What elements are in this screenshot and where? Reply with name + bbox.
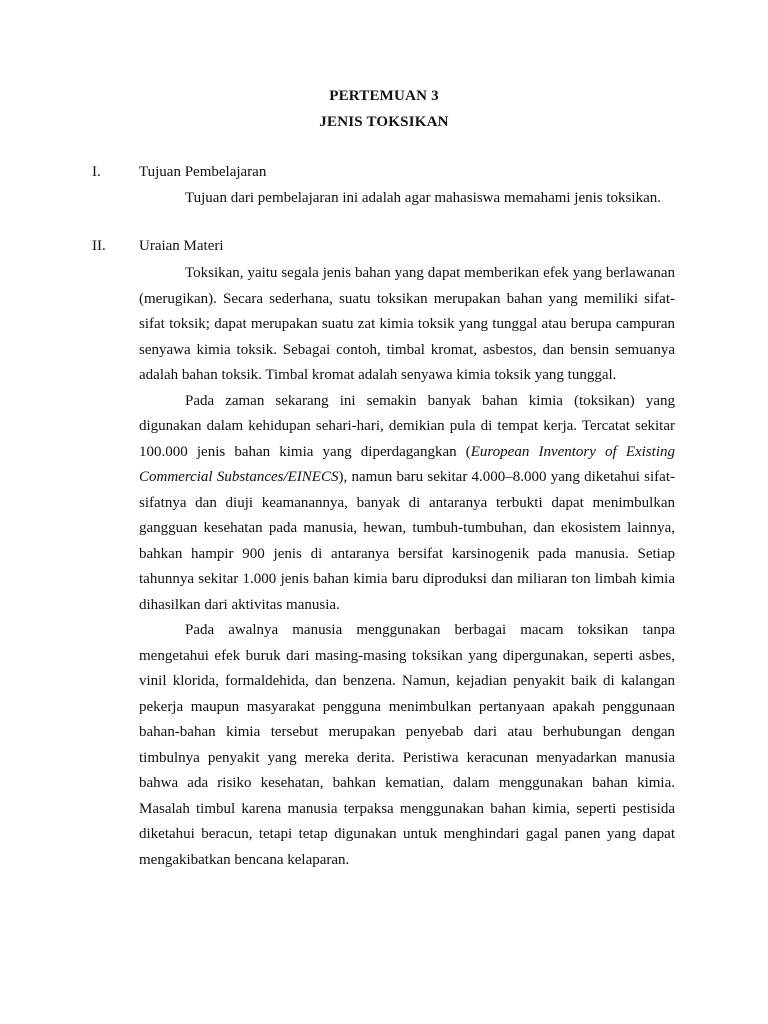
section-2-body	[139, 261, 675, 873]
section-2-number: II.	[92, 238, 106, 254]
paragraph-1-text: Toksikan, yaitu segala jenis bahan yang dapat memberikan efek yang berlawanan (merugikan). Secara sederhana, suatu toksikan merupakan bahan yang memiliki sifat-sifat toksik; dapat merupakan suatu zat kimia toksik yang tunggal atau berupa campuran senyawa kimia toksik. Sebagai contoh, timbal kromat, asbestos, dan bensin semuanya adalah bahan toksik. Timbal kromat adalah senyawa kimia toksik yang tunggal.	[139, 265, 675, 383]
section-1-heading: Tujuan Pembelajaran	[139, 164, 267, 180]
section-1-text: Tujuan dari pembelajaran ini adalah agar mahasiswa memahami jenis toksikan.	[185, 190, 661, 206]
document-title-line2: JENIS TOKSIKAN	[319, 114, 449, 130]
paragraph-1	[139, 261, 675, 389]
paragraph-2	[139, 389, 675, 619]
section-2-heading: Uraian Materi	[139, 238, 224, 254]
paragraph-2-citation: European Inventory of Existing Commercial Substances/EINECS	[139, 443, 675, 485]
section-1-number: I.	[92, 164, 101, 180]
document-title-line1: PERTEMUAN 3	[329, 88, 439, 104]
paragraph-2-text-end: ), namun baru sekitar 4.000–8.000 yang diketahui sifat-sifatnya dan diuji keamanannya, banyak di antaranya terbukti dapat menimbulkan gangguan kesehatan pada manusia, hewan, tumbuh-tumbuhan, dan ekosistem lainnya, bahkan hampir 900 jenis di antaranya bersifat karsinogenik pada manusia. Setiap tahunnya sekitar 1.000 jenis bahan kimia baru diproduksi dan miliaran ton limbah kimia dihasilkan dari aktivitas manusia.	[139, 469, 675, 613]
paragraph-3	[139, 618, 675, 873]
paragraph-2-text-start: Pada zaman sekarang ini semakin banyak bahan kimia (toksikan) yang digunakan dalam kehidupan sehari-hari, demikian pula di tempat kerja. Tercatat sekitar 100.000 jenis bahan kimia yang diperdagangkan (	[139, 392, 675, 460]
paragraph-3-text: Pada awalnya manusia menggunakan berbagai macam toksikan tanpa mengetahui efek buruk dari masing-masing toksikan yang dipergunakan, seperti asbes, vinil klorida, formaldehida, dan benzena. Namun, kejadian penyakit baik di kalangan pekerja maupun masyarakat pengguna menimbulkan pertanyaan apakah penggunaan bahan-bahan kimia tersebut merupakan penyebab dari atau berhubungan dengan timbulnya penyakit yang mereka derita. Peristiwa keracunan menyadarkan manusia bahwa ada risiko kesehatan, bahkan kematian, dalam menggunakan bahan kimia. Masalah timbul karena manusia terpaksa menggunakan bahan kimia, seperti pestisida diketahui beracun, tetapi tetap digunakan untuk menghindari gagal panen yang dapat mengakibatkan bencana kelaparan.	[139, 622, 675, 868]
